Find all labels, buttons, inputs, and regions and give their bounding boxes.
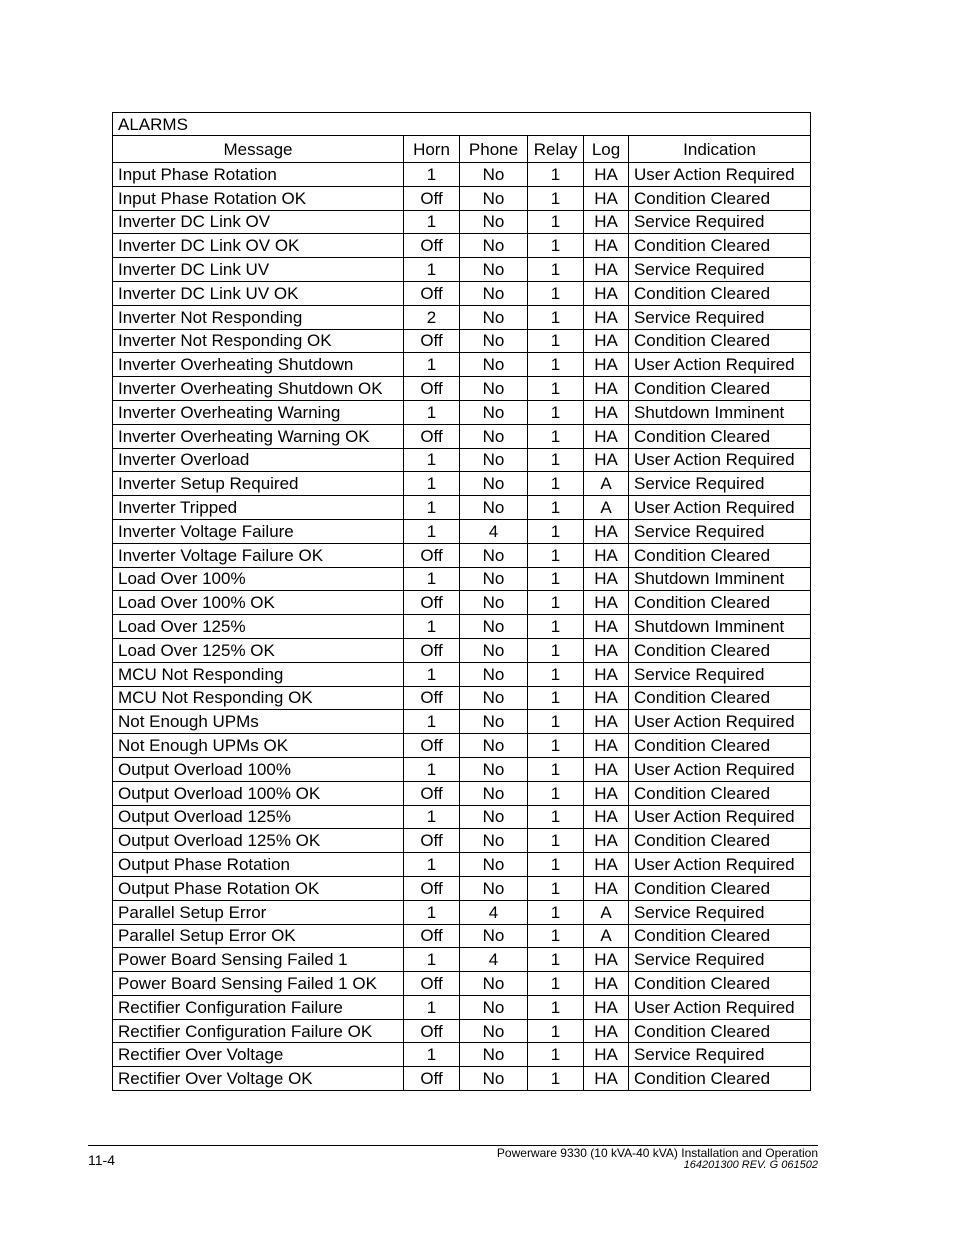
cell-indication: Condition Cleared — [629, 591, 811, 615]
cell-relay: 1 — [528, 638, 584, 662]
cell-message: Inverter Not Responding OK — [113, 329, 404, 353]
cell-relay: 1 — [528, 662, 584, 686]
cell-log: HA — [584, 210, 629, 234]
cell-indication: Condition Cleared — [629, 781, 811, 805]
cell-log: HA — [584, 805, 629, 829]
table-row — [113, 163, 811, 187]
cell-log: HA — [584, 1019, 629, 1043]
cell-horn: 1 — [404, 519, 460, 543]
cell-message: Load Over 100% OK — [113, 591, 404, 615]
cell-phone: No — [460, 353, 528, 377]
cell-log: HA — [584, 1043, 629, 1067]
cell-phone: No — [460, 829, 528, 853]
cell-horn: 2 — [404, 305, 460, 329]
table-row — [113, 686, 811, 710]
cell-horn: 1 — [404, 710, 460, 734]
cell-message: Inverter Tripped — [113, 496, 404, 520]
cell-indication: User Action Required — [629, 995, 811, 1019]
cell-relay: 1 — [528, 995, 584, 1019]
cell-log: HA — [584, 353, 629, 377]
cell-horn: Off — [404, 638, 460, 662]
cell-relay: 1 — [528, 900, 584, 924]
header-indication: Indication — [629, 136, 811, 163]
cell-message: Inverter DC Link UV — [113, 258, 404, 282]
cell-horn: Off — [404, 186, 460, 210]
cell-indication: Service Required — [629, 948, 811, 972]
cell-horn: Off — [404, 1019, 460, 1043]
cell-horn: 1 — [404, 258, 460, 282]
cell-phone: No — [460, 734, 528, 758]
table-row — [113, 543, 811, 567]
cell-relay: 1 — [528, 686, 584, 710]
cell-relay: 1 — [528, 781, 584, 805]
cell-relay: 1 — [528, 186, 584, 210]
cell-log: HA — [584, 567, 629, 591]
cell-horn: Off — [404, 281, 460, 305]
cell-message: Inverter DC Link UV OK — [113, 281, 404, 305]
cell-phone: No — [460, 710, 528, 734]
cell-relay: 1 — [528, 924, 584, 948]
cell-message: Not Enough UPMs — [113, 710, 404, 734]
table-row — [113, 1019, 811, 1043]
cell-horn: Off — [404, 1067, 460, 1091]
cell-horn: 1 — [404, 400, 460, 424]
cell-relay: 1 — [528, 543, 584, 567]
cell-relay: 1 — [528, 424, 584, 448]
cell-indication: Condition Cleared — [629, 186, 811, 210]
cell-log: HA — [584, 734, 629, 758]
cell-relay: 1 — [528, 519, 584, 543]
table-row — [113, 281, 811, 305]
table-row — [113, 948, 811, 972]
cell-indication: User Action Required — [629, 710, 811, 734]
cell-phone: No — [460, 543, 528, 567]
cell-relay: 1 — [528, 234, 584, 258]
cell-relay: 1 — [528, 757, 584, 781]
cell-log: A — [584, 900, 629, 924]
cell-log: HA — [584, 1067, 629, 1091]
cell-log: HA — [584, 662, 629, 686]
cell-message: Not Enough UPMs OK — [113, 734, 404, 758]
header-relay: Relay — [528, 136, 584, 163]
cell-horn: 1 — [404, 496, 460, 520]
cell-log: HA — [584, 400, 629, 424]
cell-log: HA — [584, 424, 629, 448]
cell-relay: 1 — [528, 1067, 584, 1091]
cell-phone: No — [460, 615, 528, 639]
cell-horn: 1 — [404, 353, 460, 377]
cell-indication: Service Required — [629, 258, 811, 282]
cell-phone: No — [460, 853, 528, 877]
cell-log: HA — [584, 186, 629, 210]
table-row — [113, 829, 811, 853]
cell-phone: No — [460, 924, 528, 948]
cell-phone: No — [460, 186, 528, 210]
table-row — [113, 734, 811, 758]
table-row — [113, 567, 811, 591]
cell-horn: Off — [404, 424, 460, 448]
cell-relay: 1 — [528, 496, 584, 520]
cell-message: Inverter Overheating Shutdown OK — [113, 377, 404, 401]
cell-horn: Off — [404, 686, 460, 710]
cell-phone: 4 — [460, 948, 528, 972]
cell-horn: 1 — [404, 472, 460, 496]
cell-relay: 1 — [528, 400, 584, 424]
cell-relay: 1 — [528, 353, 584, 377]
cell-indication: Service Required — [629, 519, 811, 543]
table-row — [113, 353, 811, 377]
table-row — [113, 1043, 811, 1067]
cell-relay: 1 — [528, 448, 584, 472]
table-title: ALARMS — [113, 113, 811, 136]
cell-relay: 1 — [528, 567, 584, 591]
cell-indication: Condition Cleared — [629, 543, 811, 567]
cell-indication: User Action Required — [629, 496, 811, 520]
cell-indication: Shutdown Imminent — [629, 615, 811, 639]
table-row — [113, 1067, 811, 1091]
cell-phone: No — [460, 377, 528, 401]
cell-log: HA — [584, 329, 629, 353]
table-row — [113, 900, 811, 924]
cell-indication: Condition Cleared — [629, 1019, 811, 1043]
cell-phone: No — [460, 1067, 528, 1091]
table-row — [113, 757, 811, 781]
cell-log: HA — [584, 757, 629, 781]
table-row — [113, 710, 811, 734]
table-row — [113, 591, 811, 615]
alarms-table — [112, 112, 811, 1091]
cell-indication: User Action Required — [629, 853, 811, 877]
cell-indication: Condition Cleared — [629, 281, 811, 305]
cell-log: HA — [584, 258, 629, 282]
cell-message: Output Phase Rotation — [113, 853, 404, 877]
cell-indication: Condition Cleared — [629, 377, 811, 401]
cell-phone: No — [460, 400, 528, 424]
cell-relay: 1 — [528, 734, 584, 758]
cell-message: Inverter Overload — [113, 448, 404, 472]
cell-message: Rectifier Configuration Failure — [113, 995, 404, 1019]
cell-phone: No — [460, 472, 528, 496]
cell-log: HA — [584, 876, 629, 900]
cell-message: Load Over 125% OK — [113, 638, 404, 662]
cell-phone: No — [460, 1019, 528, 1043]
cell-relay: 1 — [528, 329, 584, 353]
cell-indication: Condition Cleared — [629, 1067, 811, 1091]
cell-log: HA — [584, 448, 629, 472]
cell-indication: Service Required — [629, 662, 811, 686]
cell-message: Inverter DC Link OV OK — [113, 234, 404, 258]
document-title: Powerware 9330 (10 kVA-40 kVA) Installation and Operation — [496, 1146, 818, 1160]
cell-phone: No — [460, 234, 528, 258]
cell-message: Output Overload 100% — [113, 757, 404, 781]
cell-phone: No — [460, 496, 528, 520]
cell-relay: 1 — [528, 829, 584, 853]
cell-phone: No — [460, 662, 528, 686]
cell-log: HA — [584, 686, 629, 710]
cell-log: HA — [584, 377, 629, 401]
cell-log: HA — [584, 615, 629, 639]
cell-phone: No — [460, 995, 528, 1019]
cell-phone: 4 — [460, 519, 528, 543]
table-row — [113, 186, 811, 210]
cell-phone: No — [460, 638, 528, 662]
cell-indication: Condition Cleared — [629, 329, 811, 353]
page-number: 11-4 — [88, 1152, 115, 1168]
cell-message: Inverter Voltage Failure — [113, 519, 404, 543]
table-row — [113, 496, 811, 520]
header-horn: Horn — [404, 136, 460, 163]
cell-log: HA — [584, 948, 629, 972]
cell-indication: User Action Required — [629, 448, 811, 472]
cell-horn: Off — [404, 377, 460, 401]
cell-phone: No — [460, 876, 528, 900]
cell-phone: No — [460, 972, 528, 996]
table-row — [113, 210, 811, 234]
cell-message: Inverter DC Link OV — [113, 210, 404, 234]
cell-relay: 1 — [528, 472, 584, 496]
cell-relay: 1 — [528, 210, 584, 234]
cell-log: HA — [584, 519, 629, 543]
cell-indication: Condition Cleared — [629, 734, 811, 758]
table-row — [113, 995, 811, 1019]
cell-message: Load Over 125% — [113, 615, 404, 639]
cell-phone: No — [460, 805, 528, 829]
cell-log: HA — [584, 710, 629, 734]
cell-indication: Shutdown Imminent — [629, 567, 811, 591]
cell-relay: 1 — [528, 1043, 584, 1067]
table-row — [113, 305, 811, 329]
cell-horn: 1 — [404, 900, 460, 924]
cell-horn: Off — [404, 329, 460, 353]
cell-relay: 1 — [528, 163, 584, 187]
header-log: Log — [584, 136, 629, 163]
table-row — [113, 972, 811, 996]
cell-horn: 1 — [404, 948, 460, 972]
cell-log: HA — [584, 234, 629, 258]
alarm-rows — [113, 163, 811, 1091]
cell-indication: Service Required — [629, 900, 811, 924]
cell-horn: 1 — [404, 1043, 460, 1067]
cell-relay: 1 — [528, 377, 584, 401]
cell-message: Output Overload 100% OK — [113, 781, 404, 805]
cell-indication: User Action Required — [629, 757, 811, 781]
cell-indication: User Action Required — [629, 163, 811, 187]
cell-message: Inverter Not Responding — [113, 305, 404, 329]
cell-phone: No — [460, 567, 528, 591]
cell-horn: 1 — [404, 757, 460, 781]
cell-horn: 1 — [404, 615, 460, 639]
cell-message: Inverter Setup Required — [113, 472, 404, 496]
cell-message: Power Board Sensing Failed 1 OK — [113, 972, 404, 996]
document-revision: 164201300 REV. G 061502 — [683, 1159, 818, 1171]
cell-horn: 1 — [404, 662, 460, 686]
cell-log: A — [584, 496, 629, 520]
cell-phone: No — [460, 210, 528, 234]
table-row — [113, 781, 811, 805]
cell-phone: No — [460, 781, 528, 805]
table-row — [113, 805, 811, 829]
cell-horn: 1 — [404, 448, 460, 472]
cell-indication: User Action Required — [629, 353, 811, 377]
cell-horn: 1 — [404, 210, 460, 234]
table-row — [113, 662, 811, 686]
cell-log: HA — [584, 305, 629, 329]
cell-relay: 1 — [528, 591, 584, 615]
cell-relay: 1 — [528, 853, 584, 877]
cell-message: Inverter Voltage Failure OK — [113, 543, 404, 567]
cell-horn: Off — [404, 781, 460, 805]
cell-message: Inverter Overheating Warning — [113, 400, 404, 424]
cell-message: Rectifier Over Voltage OK — [113, 1067, 404, 1091]
header-phone: Phone — [460, 136, 528, 163]
table-row — [113, 876, 811, 900]
cell-indication: Service Required — [629, 1043, 811, 1067]
cell-phone: No — [460, 591, 528, 615]
cell-message: MCU Not Responding OK — [113, 686, 404, 710]
cell-indication: Condition Cleared — [629, 924, 811, 948]
table-row — [113, 400, 811, 424]
cell-relay: 1 — [528, 281, 584, 305]
cell-relay: 1 — [528, 710, 584, 734]
cell-indication: Shutdown Imminent — [629, 400, 811, 424]
table-row — [113, 377, 811, 401]
cell-phone: No — [460, 258, 528, 282]
cell-relay: 1 — [528, 615, 584, 639]
cell-phone: No — [460, 1043, 528, 1067]
cell-phone: No — [460, 757, 528, 781]
cell-horn: Off — [404, 543, 460, 567]
cell-phone: No — [460, 305, 528, 329]
cell-relay: 1 — [528, 876, 584, 900]
cell-message: Output Overload 125% — [113, 805, 404, 829]
cell-indication: User Action Required — [629, 805, 811, 829]
cell-phone: No — [460, 163, 528, 187]
cell-indication: Service Required — [629, 210, 811, 234]
header-message: Message — [113, 136, 404, 163]
cell-indication: Condition Cleared — [629, 234, 811, 258]
cell-horn: Off — [404, 734, 460, 758]
cell-horn: Off — [404, 829, 460, 853]
cell-phone: No — [460, 448, 528, 472]
cell-phone: 4 — [460, 900, 528, 924]
cell-horn: Off — [404, 972, 460, 996]
table-row — [113, 258, 811, 282]
cell-relay: 1 — [528, 305, 584, 329]
table-row — [113, 329, 811, 353]
cell-log: HA — [584, 995, 629, 1019]
table-row — [113, 472, 811, 496]
cell-indication: Condition Cleared — [629, 972, 811, 996]
cell-horn: 1 — [404, 805, 460, 829]
cell-message: Rectifier Configuration Failure OK — [113, 1019, 404, 1043]
table-row — [113, 424, 811, 448]
cell-horn: Off — [404, 591, 460, 615]
cell-phone: No — [460, 281, 528, 305]
cell-indication: Condition Cleared — [629, 686, 811, 710]
cell-relay: 1 — [528, 948, 584, 972]
cell-indication: Service Required — [629, 305, 811, 329]
table-row — [113, 853, 811, 877]
cell-horn: 1 — [404, 163, 460, 187]
cell-message: Input Phase Rotation — [113, 163, 404, 187]
cell-log: HA — [584, 638, 629, 662]
table-row — [113, 924, 811, 948]
cell-relay: 1 — [528, 1019, 584, 1043]
cell-message: Inverter Overheating Shutdown — [113, 353, 404, 377]
cell-indication: Condition Cleared — [629, 829, 811, 853]
cell-indication: Service Required — [629, 472, 811, 496]
cell-relay: 1 — [528, 258, 584, 282]
cell-log: HA — [584, 781, 629, 805]
cell-message: MCU Not Responding — [113, 662, 404, 686]
cell-log: HA — [584, 853, 629, 877]
cell-message: Load Over 100% — [113, 567, 404, 591]
cell-log: A — [584, 924, 629, 948]
cell-indication: Condition Cleared — [629, 424, 811, 448]
cell-log: A — [584, 472, 629, 496]
cell-message: Input Phase Rotation OK — [113, 186, 404, 210]
cell-log: HA — [584, 829, 629, 853]
cell-horn: 1 — [404, 567, 460, 591]
cell-log: HA — [584, 543, 629, 567]
cell-phone: No — [460, 329, 528, 353]
cell-relay: 1 — [528, 805, 584, 829]
cell-message: Rectifier Over Voltage — [113, 1043, 404, 1067]
cell-horn: 1 — [404, 853, 460, 877]
table-row — [113, 448, 811, 472]
cell-horn: Off — [404, 234, 460, 258]
cell-relay: 1 — [528, 972, 584, 996]
table-row — [113, 638, 811, 662]
cell-indication: Condition Cleared — [629, 876, 811, 900]
cell-phone: No — [460, 424, 528, 448]
cell-message: Output Overload 125% OK — [113, 829, 404, 853]
cell-phone: No — [460, 686, 528, 710]
cell-message: Power Board Sensing Failed 1 — [113, 948, 404, 972]
cell-horn: 1 — [404, 995, 460, 1019]
cell-log: HA — [584, 281, 629, 305]
cell-log: HA — [584, 163, 629, 187]
table-row — [113, 615, 811, 639]
cell-log: HA — [584, 972, 629, 996]
cell-message: Output Phase Rotation OK — [113, 876, 404, 900]
cell-horn: Off — [404, 876, 460, 900]
cell-indication: Condition Cleared — [629, 638, 811, 662]
cell-message: Inverter Overheating Warning OK — [113, 424, 404, 448]
cell-message: Parallel Setup Error — [113, 900, 404, 924]
cell-horn: Off — [404, 924, 460, 948]
table-row — [113, 519, 811, 543]
cell-log: HA — [584, 591, 629, 615]
cell-message: Parallel Setup Error OK — [113, 924, 404, 948]
table-row — [113, 234, 811, 258]
